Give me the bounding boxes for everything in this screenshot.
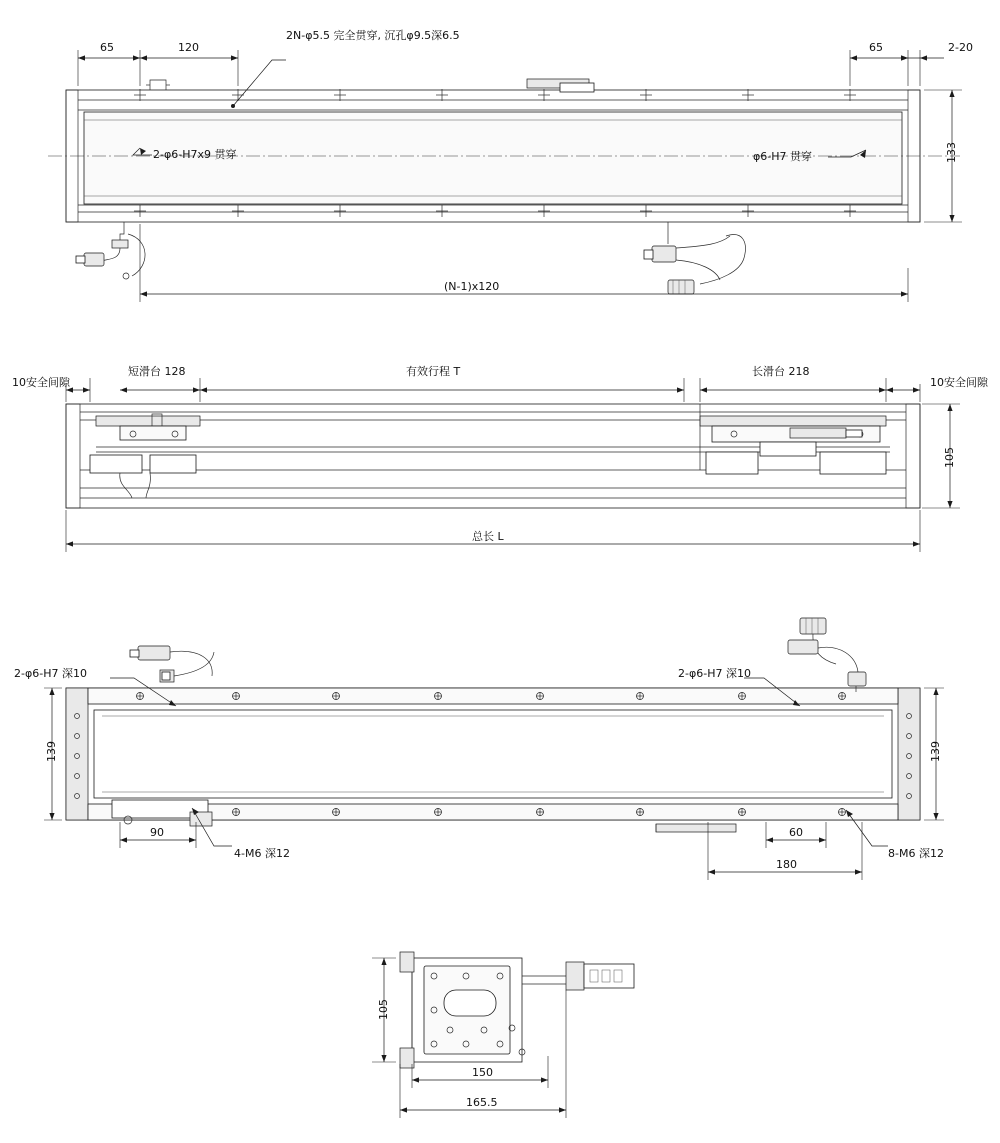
front-view-geometry [66,378,960,552]
dim-height-105: 105 [943,447,956,468]
dim-left-65: 65 [100,41,114,54]
dim-2-20: 2-20 [948,41,973,54]
note-dowel-left-10: 2-φ6-H7 深10 [14,667,87,680]
dim-left-139: 139 [45,741,58,762]
note-countersunk-holes: 2N-φ5.5 完全贯穿, 沉孔φ9.5深6.5 [286,29,460,42]
dim-height-133: 133 [945,142,958,163]
dim-total-length: 总长 L [472,530,504,543]
note-dowel-left: 2-φ6-H7x9 贯穿 [153,148,237,161]
note-m6-8: 8-M6 深12 [888,847,944,860]
dim-right-65: 65 [869,41,883,54]
top-view-geometry [48,50,962,302]
dim-right-139: 139 [929,741,942,762]
dim-pitch-120: 120 [178,41,199,54]
dim-effective-stroke: 有效行程 T [406,365,461,378]
dim-short-slide: 短滑台 128 [128,365,186,378]
dim-side-105: 105 [377,999,390,1020]
dim-side-165-5: 165.5 [466,1096,498,1109]
side-view-geometry [372,952,634,1118]
dim-90: 90 [150,826,164,839]
note-dowel-right: φ6-H7 贯穿 [753,150,812,163]
note-dowel-right-10: 2-φ6-H7 深10 [678,667,751,680]
dim-long-slide: 长滑台 218 [752,365,810,378]
dim-180: 180 [776,858,797,871]
dim-side-150: 150 [472,1066,493,1079]
bottom-view-geometry [44,618,944,880]
note-m6-4: 4-M6 深12 [234,847,290,860]
dim-60: 60 [789,826,803,839]
dim-safety-clearance-right: 10安全间隙 [930,376,988,389]
dim-safety-clearance-left: 10安全间隙 [12,376,70,389]
dim-span-n1x120: (N-1)x120 [444,280,500,293]
